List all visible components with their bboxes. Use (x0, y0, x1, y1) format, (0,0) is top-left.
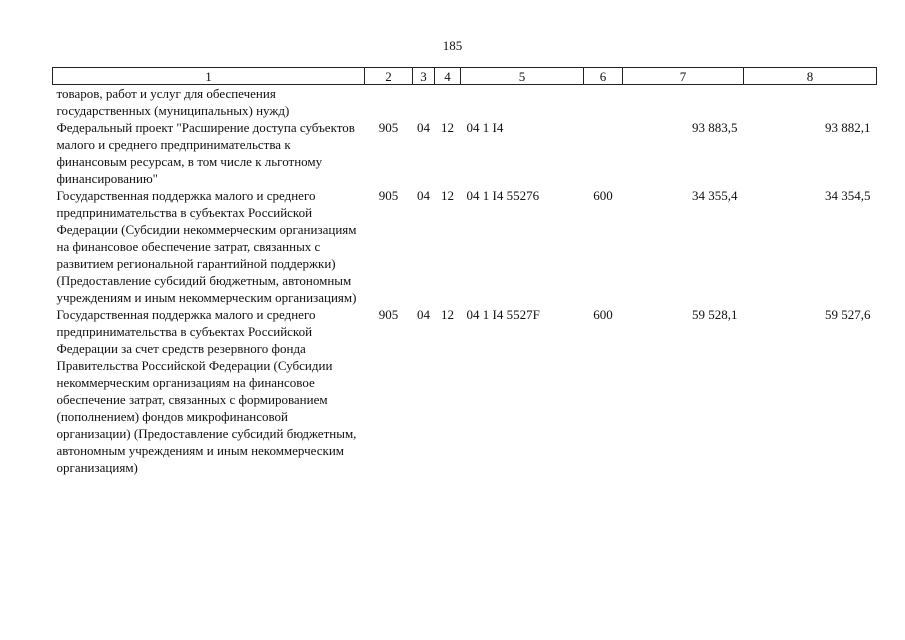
cell-target-code: 04 1 I4 (466, 120, 504, 135)
budget-table (52, 67, 877, 476)
cell-amount-planned: 93 883,5 (692, 120, 738, 135)
row-description: Государственная поддержка малого и среднего предпринимательства в субъектах Российской Федерации (Субсидии некоммерческим организациям на финансовое обеспечение затрат, связанных с развитием региональной гарантийной поддержки) (Предоставление субсидий бюджетным, автономным учреждениям и иным некоммерческим организациям) (56, 188, 357, 305)
cell-section: 04 (417, 307, 430, 322)
cell-expense-type: 600 (593, 188, 613, 203)
header-row (53, 68, 877, 85)
header-col-8: 8 (744, 68, 877, 85)
cell-subsection (435, 85, 461, 120)
header-col-4: 4 (435, 68, 461, 85)
header-col-6: 6 (584, 68, 623, 85)
cell-subsection: 12 (441, 307, 454, 322)
table-row (53, 85, 877, 120)
header-col-7: 7 (623, 68, 744, 85)
cell-ministry (365, 85, 413, 120)
row-description: Федеральный проект "Расширение доступа субъектов малого и среднего предпринимательства к финансовым ресурсам, в том числе к льготному финансированию" (56, 120, 355, 186)
cell-amount-executed (744, 85, 877, 120)
header-col-5: 5 (461, 68, 584, 85)
header-col-2: 2 (365, 68, 413, 85)
cell-ministry: 905 (378, 307, 399, 322)
table-row (53, 306, 877, 476)
table-row (53, 119, 877, 187)
cell-subsection: 12 (441, 188, 454, 203)
cell-amount-executed: 93 882,1 (825, 120, 871, 135)
cell-subsection: 12 (441, 120, 454, 135)
table-row (53, 187, 877, 306)
cell-expense-type (584, 119, 623, 187)
cell-ministry: 905 (378, 188, 399, 203)
row-description: Государственная поддержка малого и среднего предпринимательства в субъектах Российской Федерации за счет средств резервного фонда Правительства Российской Федерации (Субсидии некоммерческим организациям на финансовое обеспечение затрат, связанных с формированием (пополнением) фондов микрофинансовой организации) (Предоставление субсидий бюджетным, автономным учреждениям и иным некоммерческим организациям) (56, 307, 357, 475)
cell-amount-planned: 34 355,4 (692, 188, 738, 203)
cell-target-code: 04 1 I4 5527F (466, 307, 540, 322)
cell-amount-planned: 59 528,1 (692, 307, 738, 322)
cell-section: 04 (417, 188, 430, 203)
row-description: товаров, работ и услуг для обеспечения государственных (муниципальных) нужд) (56, 86, 290, 118)
cell-amount-executed: 59 527,6 (825, 307, 871, 322)
cell-target-code (461, 85, 584, 120)
cell-expense-type: 600 (593, 307, 613, 322)
cell-expense-type (584, 85, 623, 120)
cell-target-code: 04 1 I4 55276 (466, 188, 540, 203)
page-number: 185 (442, 38, 463, 53)
header-col-3: 3 (413, 68, 435, 85)
cell-section: 04 (417, 120, 430, 135)
cell-amount-executed: 34 354,5 (825, 188, 871, 203)
cell-section (413, 85, 435, 120)
cell-amount-planned (623, 85, 744, 120)
header-col-1: 1 (53, 68, 365, 85)
cell-ministry: 905 (378, 120, 399, 135)
